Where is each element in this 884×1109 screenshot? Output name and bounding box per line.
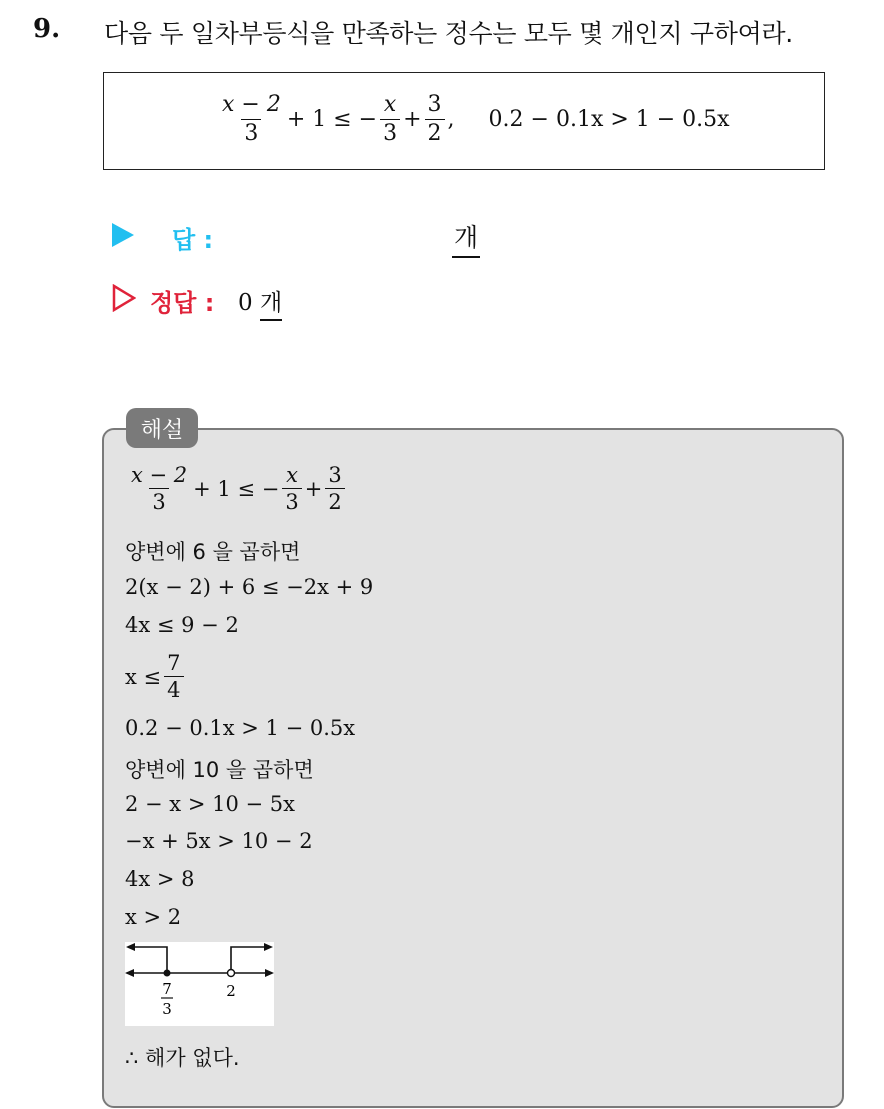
solution-line-3: 2(x − 2) + 6 ≤ −2x + 9 — [125, 575, 374, 599]
solution-line-9: −x + 5x > 10 − 2 — [125, 829, 313, 853]
correct-value: 0 — [238, 290, 253, 316]
closed-point — [164, 970, 171, 977]
correct-answer — [238, 284, 282, 317]
fraction — [128, 462, 190, 516]
correct-unit: 개 — [260, 290, 282, 321]
denominator: 3 — [282, 488, 301, 515]
answer-arrow-icon — [112, 223, 134, 247]
lhs: x ≤ — [125, 664, 162, 689]
comma: , — [447, 106, 455, 132]
numerator: x — [286, 463, 298, 487]
solution-region-left — [129, 947, 167, 973]
tick-label-right: 2 — [226, 982, 236, 1000]
denominator: 3 — [380, 119, 400, 148]
denominator: 3 — [241, 119, 261, 148]
denominator: 4 — [164, 676, 183, 703]
numerator: 3 — [328, 463, 342, 487]
correct-label: 정답 : — [150, 289, 215, 317]
axis-left-arrow-icon — [125, 969, 134, 977]
numerator: x − 2 — [131, 463, 188, 487]
region-left-arrow-icon — [126, 943, 135, 951]
denominator: 2 — [325, 488, 344, 515]
solution-line-10: 4x > 8 — [125, 867, 195, 891]
fraction — [164, 650, 183, 704]
problem-box — [103, 72, 825, 170]
fraction — [425, 91, 445, 147]
solution-line-6: 0.2 − 0.1x > 1 − 0.5x — [125, 716, 356, 740]
answer-blank[interactable]: 개 — [452, 218, 480, 258]
tick-label-den: 3 — [162, 1000, 172, 1018]
problem-inequalities — [216, 91, 730, 147]
solution-line-5 — [125, 650, 187, 704]
solution-line-11: x > 2 — [125, 905, 182, 929]
number-line-figure — [125, 942, 274, 1026]
fraction — [325, 462, 344, 516]
numerator: 3 — [427, 92, 442, 117]
operator: + 1 ≤ − — [286, 106, 378, 132]
solution-line-1 — [125, 462, 348, 516]
axis-right-arrow-icon — [265, 969, 274, 977]
numerator: x — [383, 92, 397, 117]
fraction — [219, 91, 284, 147]
question-text: 다음 두 일차부등식을 만족하는 정수는 모두 몇 개인지 구하여라. — [104, 19, 793, 48]
solution-line-7: 양변에 10 을 곱하면 — [125, 758, 314, 782]
numerator: x − 2 — [222, 92, 281, 117]
question-number: 9. — [33, 14, 61, 44]
fraction — [380, 91, 400, 147]
denominator: 2 — [425, 119, 445, 148]
number-line-svg — [125, 942, 274, 1026]
solution-line-8: 2 − x > 10 − 5x — [125, 792, 295, 816]
operator: + 1 ≤ − — [193, 476, 280, 501]
tick-label-num: 7 — [162, 980, 172, 998]
operator: + — [403, 106, 422, 132]
region-right-arrow-icon — [264, 943, 273, 951]
solution-tab: 해설 — [126, 408, 198, 448]
numerator: 7 — [167, 651, 181, 675]
solution-conclusion: ∴ 해가 없다. — [125, 1046, 240, 1070]
open-point — [228, 970, 235, 977]
solution-line-2: 양변에 6 을 곱하면 — [125, 540, 301, 564]
correct-arrow-icon — [112, 284, 136, 312]
fraction — [282, 462, 301, 516]
operator: + — [304, 476, 323, 501]
denominator: 3 — [149, 488, 168, 515]
solution-line-4: 4x ≤ 9 − 2 — [125, 613, 239, 637]
inequality-2: 0.2 − 0.1x > 1 − 0.5x — [488, 106, 730, 132]
answer-label: 답 : — [172, 226, 214, 254]
